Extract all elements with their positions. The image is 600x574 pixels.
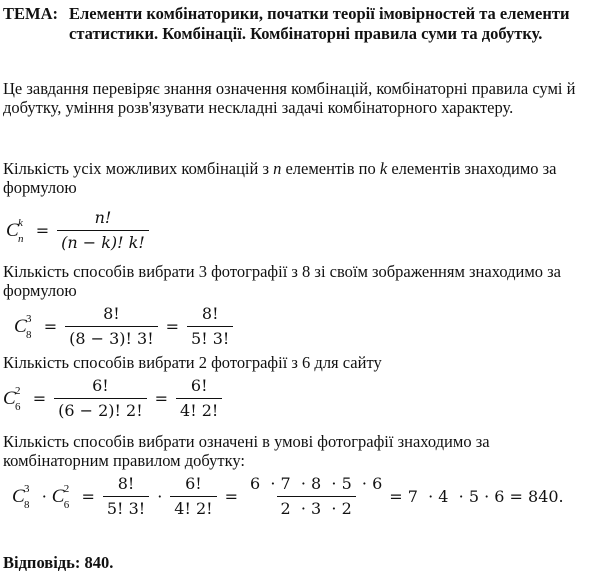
topic-heading <box>3 4 593 44</box>
superscript: 3 <box>24 482 30 495</box>
denominator: 5! 3! <box>187 326 233 349</box>
equals-sign: = <box>43 317 58 336</box>
denominator: (6 − 2)! 2! <box>54 398 147 421</box>
combination-symbol <box>51 482 77 511</box>
intro-paragraph: Це завдання перевіряє знання означення комбінацій, комбінаторні правила сумі й добутку, уміння розв'язувати нескладні задачі комбінаторного характеру. <box>3 79 576 117</box>
fraction <box>54 376 147 421</box>
denominator: 4! 2! <box>176 398 222 421</box>
numerator: 6 · 7 · 8 · 5 · 6 <box>250 474 383 493</box>
multiply-dot: · <box>41 487 47 506</box>
formula-8-choose-3 <box>14 304 236 349</box>
superscript: 3 <box>26 312 32 325</box>
subscript: 8 <box>26 328 32 341</box>
numerator: n! <box>94 208 112 227</box>
combination-symbol <box>3 384 28 413</box>
numerator: 6! <box>92 376 109 395</box>
equals-sign: = <box>154 389 169 408</box>
topic-label: ТЕМА: <box>3 4 58 23</box>
superscript: k <box>18 216 23 229</box>
numerator: 6! <box>190 376 208 395</box>
equals-sign: = <box>35 221 50 240</box>
fraction <box>170 474 216 519</box>
numerator: 8! <box>117 474 135 493</box>
fraction <box>103 474 149 519</box>
fraction <box>65 304 158 349</box>
fraction <box>57 208 149 253</box>
text-fragment: елементів знаходимо за формулою <box>3 159 557 197</box>
topic-text: Елементи комбінаторики, початки теорії імовірностей та елементи статистики. Комбінації. Комбінаторні правила суми та добутку. <box>69 4 570 43</box>
c-letter: C <box>6 219 19 241</box>
combination-symbol <box>12 482 37 511</box>
equals-sign: = <box>32 389 47 408</box>
denominator: (8 − 3)! 3! <box>65 326 158 349</box>
subscript: n <box>18 232 24 245</box>
answer: Відповідь: 840. <box>3 553 114 572</box>
choose-2-of-6-paragraph: Кількість способів вибрати 2 фотографії з 6 для сайту <box>3 353 382 372</box>
c-letter: C <box>3 387 16 409</box>
subscript: 8 <box>24 498 30 511</box>
denominator: 5! 3! <box>103 496 149 519</box>
subscript: 6 <box>15 400 21 413</box>
var-n: n <box>273 159 282 178</box>
denominator: (n − k)! k! <box>57 230 149 253</box>
fraction <box>176 376 222 421</box>
text-fragment: Кількість усіх можливих комбінацій з <box>3 159 274 178</box>
superscript: 2 <box>63 482 70 495</box>
choose-3-of-8-paragraph: Кількість способів вибрати 3 фотографії з 8 зі своїм зображенням знаходимо за формулою <box>3 262 561 300</box>
superscript: 2 <box>15 384 21 397</box>
denominator: 4! 2! <box>170 496 216 519</box>
product-rule-paragraph: Кількість способів вибрати означені в умові фотографії знаходимо за комбінаторним правилом добутку: <box>3 432 490 470</box>
equals-sign: = <box>165 317 180 336</box>
numerator: 8! <box>103 304 120 323</box>
general-formula-paragraph <box>3 159 595 197</box>
equals-sign: = <box>224 487 238 506</box>
numerator: 6! <box>185 474 202 493</box>
formula-product <box>12 474 564 519</box>
c-letter: C <box>12 485 25 507</box>
c-letter: C <box>14 315 27 337</box>
formula-general <box>6 208 152 253</box>
fraction <box>187 304 233 349</box>
fraction <box>246 474 386 519</box>
var-k: k <box>379 159 388 178</box>
denominator: 2 · 3 · 2 <box>277 496 356 519</box>
text-fragment: елементів по <box>281 159 380 178</box>
combination-symbol <box>6 216 31 245</box>
subscript: 6 <box>63 498 70 511</box>
formula-6-choose-2 <box>3 376 225 421</box>
equals-sign: = <box>81 487 95 506</box>
c-letter: C <box>51 485 65 507</box>
numerator: 8! <box>201 304 219 323</box>
multiply-dot: · <box>157 487 163 506</box>
result-expression: = 7 · 4 · 5 · 6 = 840. <box>389 487 564 506</box>
combination-symbol <box>14 312 39 341</box>
